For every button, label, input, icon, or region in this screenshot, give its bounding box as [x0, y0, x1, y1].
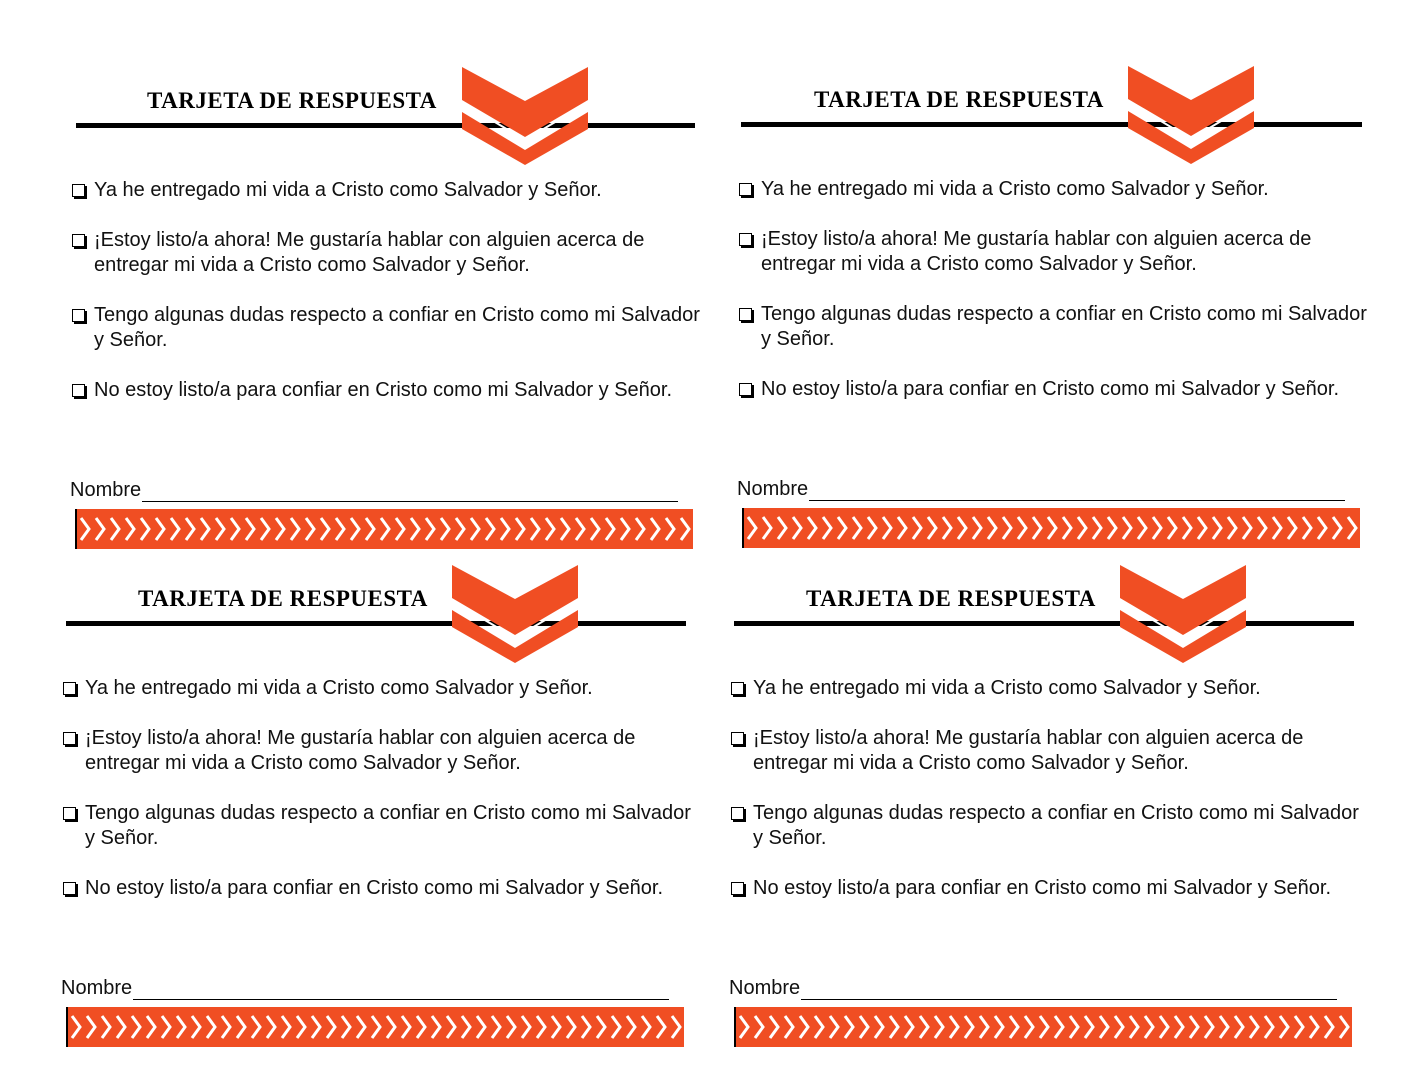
option-text: Tengo algunas dudas respecto a confiar en Cristo como mi Salvador y Señor. [753, 802, 1359, 849]
name-label: Nombre [61, 977, 133, 999]
name-row [70, 478, 678, 502]
chevron-stripe-icon [75, 509, 693, 549]
chevron-down-icon [1120, 564, 1246, 664]
name-label: Nombre [729, 977, 801, 999]
option-text: ¡Estoy listo/a ahora! Me gustaría hablar con alguien acerca de entregar mi vida a Cristo como Salvador y Señor. [85, 727, 636, 774]
response-card [737, 65, 1377, 565]
chevron-down-icon [462, 66, 588, 166]
stripe-edge [734, 1007, 736, 1047]
chevron-stripe-icon [66, 1007, 684, 1047]
response-card [729, 564, 1369, 1064]
response-options [61, 676, 701, 901]
checkbox-icon[interactable] [739, 383, 752, 396]
response-option[interactable] [729, 801, 1369, 851]
name-row [729, 976, 1337, 1000]
stripe-edge [75, 509, 77, 549]
response-card [61, 564, 701, 1064]
response-option[interactable] [61, 876, 701, 901]
response-option[interactable] [61, 801, 701, 851]
response-option[interactable] [70, 178, 710, 203]
chevron-stripe-icon [742, 508, 1360, 548]
response-option[interactable] [61, 726, 701, 776]
option-text: No estoy listo/a para confiar en Cristo como mi Salvador y Señor. [761, 378, 1340, 400]
title-rule [741, 122, 1362, 127]
stripe-edge [66, 1007, 68, 1047]
option-text: Ya he entregado mi vida a Cristo como Salvador y Señor. [85, 677, 593, 699]
stripe-edge [742, 508, 744, 548]
title-rule [66, 621, 686, 626]
response-option[interactable] [737, 302, 1377, 352]
response-option[interactable] [737, 227, 1377, 277]
response-options [729, 676, 1369, 901]
option-text: No estoy listo/a para confiar en Cristo como mi Salvador y Señor. [85, 877, 664, 899]
response-option[interactable] [737, 377, 1377, 402]
response-card [70, 66, 710, 566]
chevron-down-icon [452, 564, 578, 664]
card-title: TARJETA DE RESPUESTA [138, 586, 428, 611]
option-text: Ya he entregado mi vida a Cristo como Salvador y Señor. [761, 178, 1269, 200]
title-rule [76, 123, 695, 128]
checkbox-icon[interactable] [63, 807, 76, 820]
chevron-down-icon [1128, 65, 1254, 165]
checkbox-icon[interactable] [72, 384, 85, 397]
checkbox-icon[interactable] [739, 308, 752, 321]
option-text: ¡Estoy listo/a ahora! Me gustaría hablar con alguien acerca de entregar mi vida a Cristo como Salvador y Señor. [94, 229, 645, 276]
checkbox-icon[interactable] [731, 807, 744, 820]
checkbox-icon[interactable] [63, 682, 76, 695]
option-text: ¡Estoy listo/a ahora! Me gustaría hablar con alguien acerca de entregar mi vida a Cristo como Salvador y Señor. [753, 727, 1304, 774]
response-options [70, 178, 710, 403]
name-label: Nombre [737, 478, 809, 500]
option-text: Tengo algunas dudas respecto a confiar en Cristo como mi Salvador y Señor. [94, 304, 700, 351]
option-text: No estoy listo/a para confiar en Cristo como mi Salvador y Señor. [753, 877, 1332, 899]
name-field[interactable] [142, 483, 678, 502]
response-option[interactable] [61, 676, 701, 701]
name-field[interactable] [809, 482, 1345, 501]
card-title: TARJETA DE RESPUESTA [806, 586, 1096, 611]
response-option[interactable] [729, 676, 1369, 701]
checkbox-icon[interactable] [63, 732, 76, 745]
checkbox-icon[interactable] [72, 234, 85, 247]
name-row [61, 976, 669, 1000]
response-options [737, 177, 1377, 402]
response-option[interactable] [70, 228, 710, 278]
response-option[interactable] [70, 303, 710, 353]
checkbox-icon[interactable] [739, 233, 752, 246]
response-option[interactable] [729, 876, 1369, 901]
option-text: Ya he entregado mi vida a Cristo como Salvador y Señor. [753, 677, 1261, 699]
option-text: Tengo algunas dudas respecto a confiar en Cristo como mi Salvador y Señor. [761, 303, 1367, 350]
chevron-stripe-icon [734, 1007, 1352, 1047]
title-rule [734, 621, 1354, 626]
name-field[interactable] [801, 981, 1337, 1000]
option-text: Ya he entregado mi vida a Cristo como Salvador y Señor. [94, 179, 602, 201]
response-option[interactable] [737, 177, 1377, 202]
response-option[interactable] [729, 726, 1369, 776]
option-text: ¡Estoy listo/a ahora! Me gustaría hablar con alguien acerca de entregar mi vida a Cristo como Salvador y Señor. [761, 228, 1312, 275]
option-text: Tengo algunas dudas respecto a confiar en Cristo como mi Salvador y Señor. [85, 802, 691, 849]
checkbox-icon[interactable] [731, 882, 744, 895]
name-row [737, 477, 1345, 501]
name-field[interactable] [133, 981, 669, 1000]
checkbox-icon[interactable] [72, 309, 85, 322]
checkbox-icon[interactable] [731, 732, 744, 745]
checkbox-icon[interactable] [739, 183, 752, 196]
checkbox-icon[interactable] [63, 882, 76, 895]
card-title: TARJETA DE RESPUESTA [814, 87, 1104, 112]
checkbox-icon[interactable] [72, 184, 85, 197]
checkbox-icon[interactable] [731, 682, 744, 695]
option-text: No estoy listo/a para confiar en Cristo como mi Salvador y Señor. [94, 379, 673, 401]
card-title: TARJETA DE RESPUESTA [147, 88, 437, 113]
name-label: Nombre [70, 479, 142, 501]
response-option[interactable] [70, 378, 710, 403]
